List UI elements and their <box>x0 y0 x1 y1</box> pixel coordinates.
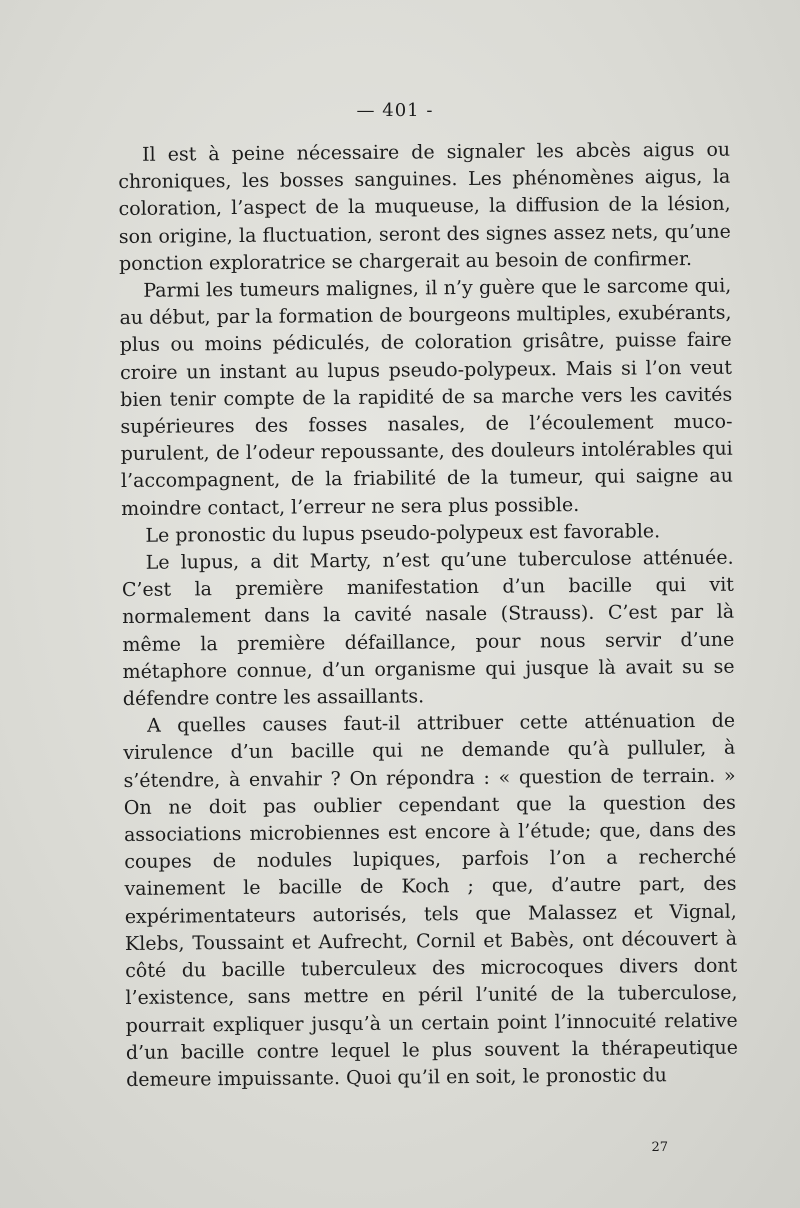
page-number: — 401 - <box>356 100 434 121</box>
page-header <box>0 100 800 121</box>
signature-mark: 27 <box>651 1140 668 1155</box>
paragraph-5: A quelles causes faut-il attribuer cette atténuation de virulence d’un bacille qui ne demande qu’à pulluler, à s’étendre, à envahir ? On répondra : « question de terrain. » On ne doit pas oublier cependant que la question des associations microbiennes est encore à l’étude; que, dans des coupes de nodules lupiques, parfois l’on a recherché vainement le bacille de Koch ; que, d’autre part, des expérimentateurs autorisés, tels que Malassez et Vignal, Klebs, Toussaint et Aufrecht, Cornil et Babès, ont découvert à côté du bacille tuberculeux des microcoques divers dont l’existence, sans mettre en péril l’unité de la tuberculose, pourrait expliquer jusqu’à un certain point l’innocuité relative d’un bacille contre lequel le plus souvent la thérapeutique demeure impuissante. Quoi qu’il en soit, le pronostic du <box>123 709 739 1091</box>
body-text <box>118 137 738 1094</box>
paragraph-4: Le lupus, a dit Marty, n’est qu’une tuberculose atténuée. C’est la première manifestation d’un bacille qui vit normalement dans la cavité nasale (Strauss). C’est par là même la première défaillance, pour nous servir d’une métaphore connue, d’un organisme qui jusque là avait su se défendre contre les assaillants. <box>121 546 735 711</box>
paragraph-3: Le pronostic du lupus pseudo-polypeux est favorable. <box>145 520 661 547</box>
paragraph-1: Il est à peine nécessaire de signaler les abcès aigus ou chroniques, les bosses sanguines. Les phénomènes aigus, la coloration, l’aspect de la muqueuse, la diffusion de la lésion, son origine, la fluctuation, seront des signes assez nets, qu’une ponction exploratrice se chargerait au besoin de confirmer. <box>118 138 731 275</box>
paragraph-2: Parmi les tumeurs malignes, il n’y guère que le sarcome qui, au début, par la formation de bourgeons multiples, exubérants, plus ou moins pédiculés, de coloration grisâtre, puisse faire croire un instant au lupus pseudo-polypeux. Mais si l’on veut bien tenir compte de la rapidité de sa marche vers les cavités supérieures des fosses nasales, de l’écoulement muco-purulent, de l’odeur repoussante, des douleurs intolérables qui l’accompagnent, de la friabilité de la tumeur, qui saigne au moindre contact, l’erreur ne sera plus possible. <box>119 274 734 520</box>
